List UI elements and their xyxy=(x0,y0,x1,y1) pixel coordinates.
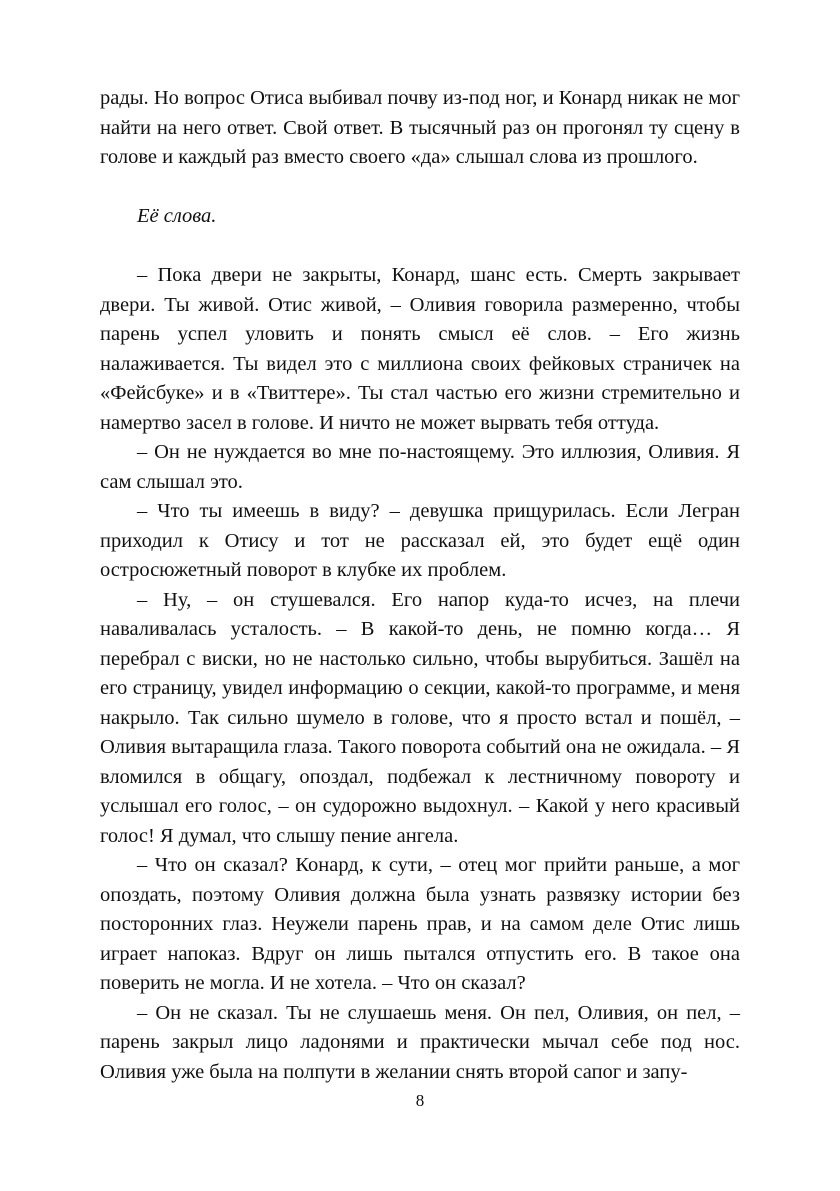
paragraph: рады. Но вопрос Отиса выбивал почву из-под ног, и Конард никак не мог найти на него ответ. Свой ответ. В тысячный раз он прогонял ту сцену в голове и каждый раз вместо своего «да» слышал слова из прошлого. xyxy=(100,87,740,168)
paragraph: – Ну, – он стушевался. Его напор куда-то исчез, на плечи наваливалась усталость. – В какой-то день, не помню когда… Я перебрал с виски, но не настолько сильно, чтобы вырубиться. Зашёл на его страницу, увидел информацию о секции, какой-то программе, и меня накрыло. Так сильно шумело в голове, что я просто встал и пошёл, – Оливия вытаращила глаза. Такого поворота событий она не ожидала. – Я вломился в общагу, опоздал, подбежал к лестничному повороту и услышал его голос, – он судорожно выдохнул. – Какой у него красивый голос! Я думал, что слышу пение ангела. xyxy=(100,588,740,847)
paragraph: – Он не сказал. Ты не слушаешь меня. Он пел, Оливия, он пел, – парень закрыл лицо ладонями и практически мычал себе под нос. Оливия уже была на полпути в желании снять второй сапог и запу- xyxy=(100,1001,740,1083)
paragraph: – Что он сказал? Конард, к сути, – отец мог прийти раньше, а мог опоздать, поэтому Оливия должна была узнать развязку истории без посторонних глаз. Неужели парень прав, и на самом деле Отис лишь играет напоказ. Вдруг он лишь пытался отпустить его. В такое она поверить не могла. И не хотела. – Что он сказал? xyxy=(100,854,740,994)
page-text xyxy=(100,84,740,1087)
paragraph: – Пока двери не закрыты, Конард, шанс есть. Смерть закрывает двери. Ты живой. Отис живой, – Оливия говорила размеренно, чтобы парень успел уловить и понять смысл её слов. – Его жизнь налаживается. Ты видел это с миллиона своих фейковых страничек на «Фейсбуке» и в «Твиттере». Ты стал частью его жизни стремительно и намертво засел в голове. И ничто не может вырвать тебя оттуда. xyxy=(100,264,740,434)
paragraph: – Что ты имеешь в виду? – девушка прищурилась. Если Легран приходил к Отису и тот не рассказал ей, это будет ещё один остросюжетный поворот в клубке их проблем. xyxy=(100,500,740,581)
paragraph: – Он не нуждается во мне по-настоящему. Это иллюзия, Оливия. Я сам слышал это. xyxy=(100,441,740,493)
page-number: 8 xyxy=(415,1091,425,1110)
paragraph-emphasis: Её слова. xyxy=(137,205,217,227)
